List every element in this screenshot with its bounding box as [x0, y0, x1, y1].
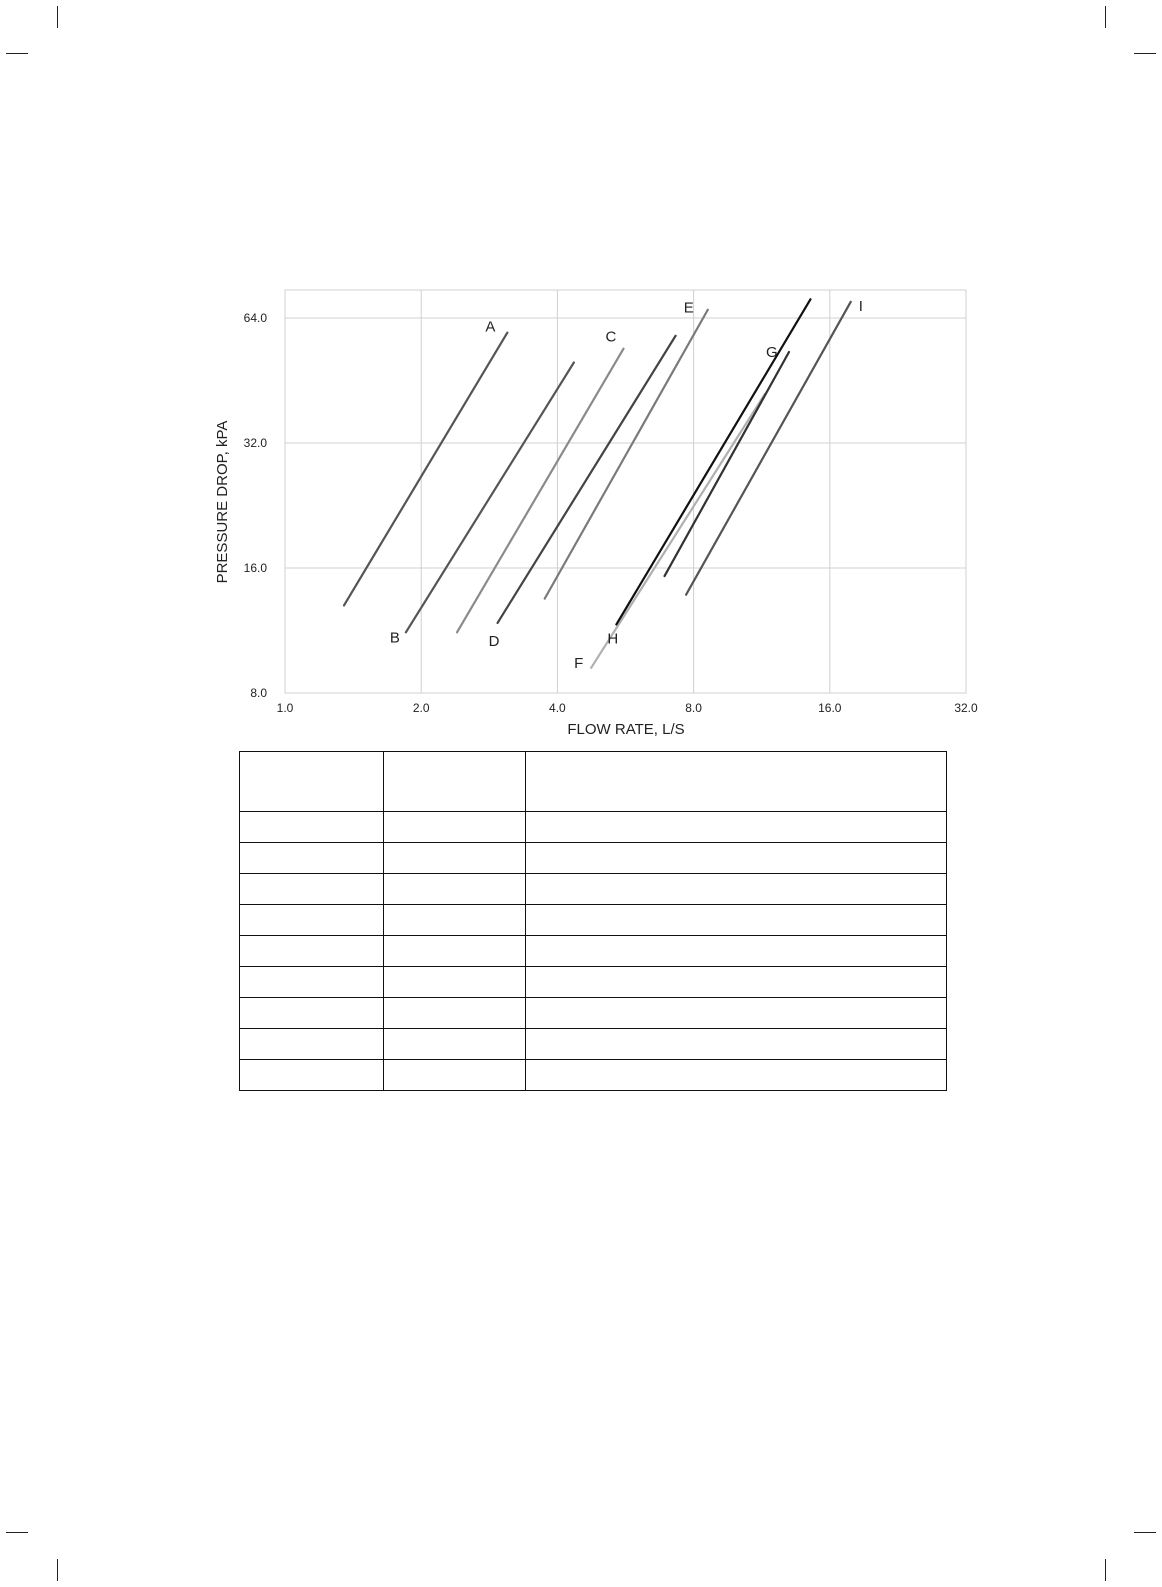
x-tick-label: 2.0	[412, 701, 430, 715]
table-cell	[240, 874, 384, 905]
x-tick-label: 1.0	[276, 701, 294, 715]
y-tick-label: 64.0	[243, 311, 267, 325]
table-cell	[526, 1060, 947, 1091]
table-cell	[384, 874, 526, 905]
crop-mark-bottom-left-vertical	[57, 1559, 58, 1581]
plot-area-border	[285, 290, 966, 693]
y-axis-title: PRESSURE DROP, kPA	[214, 420, 231, 584]
table-row	[240, 967, 947, 998]
table-cell	[384, 812, 526, 843]
table-cell	[240, 967, 384, 998]
curve-labels	[390, 298, 863, 672]
series-label-f: F	[574, 654, 584, 672]
crop-mark-top-right-horizontal	[1134, 53, 1156, 54]
table-row	[240, 1029, 947, 1060]
x-tick-label: 32.0	[954, 701, 978, 715]
table-row	[240, 905, 947, 936]
x-tick-label: 16.0	[818, 701, 842, 715]
table-cell	[384, 1060, 526, 1091]
table-cell	[240, 843, 384, 874]
table-cell	[240, 812, 384, 843]
series-line-c	[457, 349, 623, 633]
crop-mark-top-left-horizontal	[6, 53, 28, 54]
series-label-d: D	[488, 632, 500, 650]
table-header-cell	[526, 752, 947, 812]
series-label-g: G	[765, 344, 778, 362]
table-header-cell	[384, 752, 526, 812]
grid-layer	[285, 290, 966, 693]
table-cell	[526, 967, 947, 998]
series-label-b: B	[389, 629, 400, 647]
series-line-a	[344, 333, 507, 606]
table-row	[240, 874, 947, 905]
table-row	[240, 936, 947, 967]
y-tick-label: 16.0	[243, 561, 267, 575]
table-row	[240, 843, 947, 874]
series-label-i: I	[858, 297, 863, 315]
x-axis-title: FLOW RATE, L/S	[567, 721, 685, 738]
table-cell	[240, 1060, 384, 1091]
table-row	[240, 998, 947, 1029]
table-header-row	[240, 752, 947, 812]
table-cell	[384, 905, 526, 936]
table-cell	[526, 998, 947, 1029]
table-cell	[384, 998, 526, 1029]
series-label-a: A	[485, 318, 496, 336]
table-cell	[526, 843, 947, 874]
series-label-h: H	[607, 630, 619, 648]
table-cell	[384, 1029, 526, 1060]
series-line-h	[616, 299, 810, 624]
table-cell	[240, 998, 384, 1029]
table-cell	[384, 936, 526, 967]
table-cell	[526, 874, 947, 905]
crop-mark-top-left-vertical	[57, 6, 58, 28]
table-cell	[240, 1029, 384, 1060]
table-row	[240, 812, 947, 843]
table-cell	[384, 967, 526, 998]
crop-mark-top-right-vertical	[1105, 6, 1106, 28]
x-tick-label: 4.0	[549, 701, 566, 715]
table-header-cell	[240, 752, 384, 812]
series-line-f	[591, 394, 765, 668]
crop-mark-bottom-left-horizontal	[6, 1532, 28, 1533]
series-line-g	[665, 352, 789, 576]
crop-mark-bottom-right-horizontal	[1134, 1532, 1156, 1533]
series-label-e: E	[683, 299, 694, 317]
table-cell	[526, 812, 947, 843]
specification-table	[239, 751, 947, 1091]
pressure-drop-chart	[200, 270, 990, 740]
table-cell	[240, 905, 384, 936]
table-cell	[526, 1029, 947, 1060]
y-tick-label: 8.0	[250, 686, 267, 700]
series-line-e	[545, 310, 708, 599]
table-cell	[240, 936, 384, 967]
table-cell	[526, 936, 947, 967]
y-tick-label: 32.0	[243, 436, 267, 450]
series-label-c: C	[605, 328, 617, 346]
series-line-d	[498, 336, 676, 623]
table-cell	[526, 905, 947, 936]
table-cell	[384, 843, 526, 874]
table-row	[240, 1060, 947, 1091]
crop-mark-bottom-right-vertical	[1105, 1559, 1106, 1581]
x-tick-label: 8.0	[685, 701, 702, 715]
